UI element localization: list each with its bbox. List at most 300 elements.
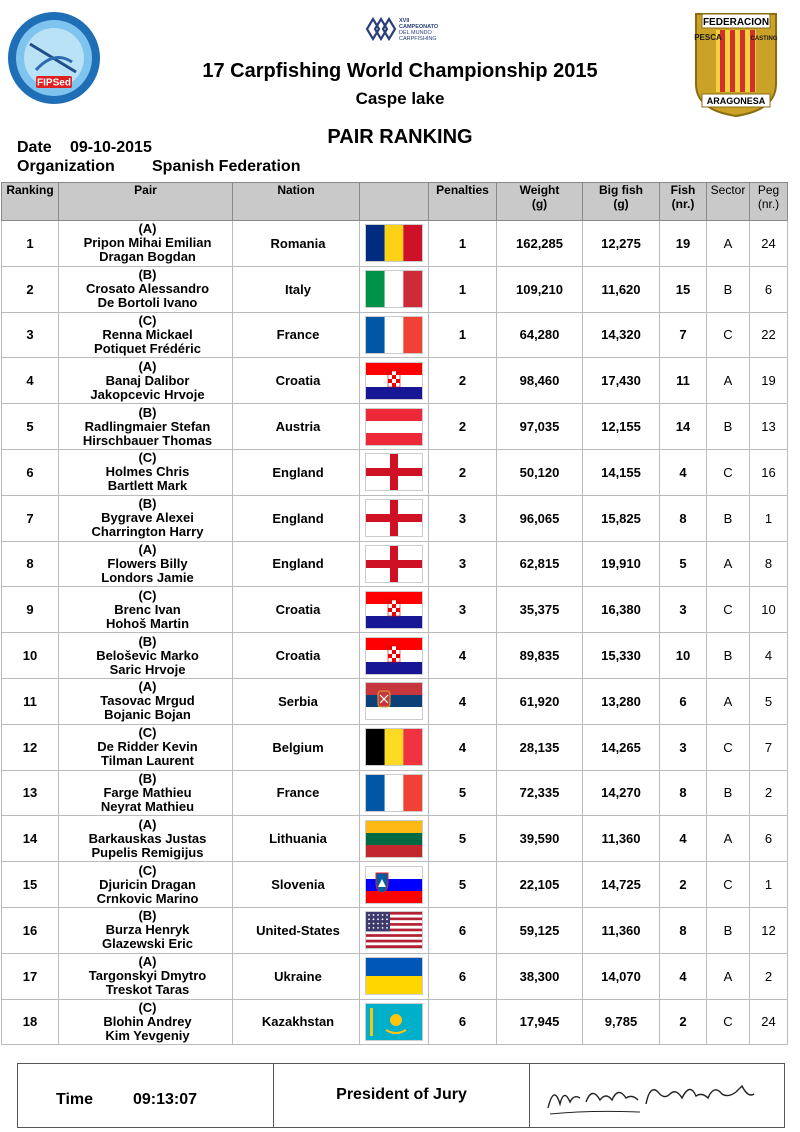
svg-text:PESCA: PESCA [694, 33, 722, 42]
sector-cell: C [707, 312, 750, 358]
header-fish: Fish (nr.) [660, 183, 707, 221]
flag-england-icon [365, 453, 423, 491]
svg-text:CARPFISHING: CARPFISHING [399, 36, 437, 42]
organization-value: Spanish Federation [152, 158, 301, 175]
flag-cell [360, 770, 429, 816]
pair-member-2: Bartlett Mark [107, 478, 188, 494]
flag-cell [360, 404, 429, 450]
flag-france-icon [365, 316, 423, 354]
nation-cell: Lithuania [233, 816, 360, 862]
weight-cell: 28,135 [497, 724, 583, 770]
pair-group: (C) [138, 725, 157, 741]
weight-cell: 35,375 [497, 587, 583, 633]
penalties-cell: 1 [429, 266, 497, 312]
sector-cell: C [707, 862, 750, 908]
flag-austria-icon [365, 408, 423, 446]
pair-member-1: Barkauskas Justas [88, 830, 207, 846]
nation-cell: United-States [233, 907, 360, 953]
flag-cell [360, 495, 429, 541]
sector-cell: B [707, 404, 750, 450]
penalties-cell: 1 [429, 221, 497, 267]
flag-ukraine-icon [365, 957, 423, 995]
fish-count-cell: 15 [660, 266, 707, 312]
header-weight: Weight (g) [497, 183, 583, 221]
flag-romania-icon [365, 224, 423, 262]
flag-cell [360, 358, 429, 404]
pair-member-1: Targonskyi Dmytro [88, 968, 207, 984]
header-peg: Peg (nr.) [750, 183, 788, 221]
table-row [2, 999, 788, 1045]
table-row [2, 495, 788, 541]
pair-group: (C) [138, 450, 157, 466]
pair-cell [59, 907, 233, 953]
peg-cell: 6 [750, 266, 788, 312]
penalties-cell: 1 [429, 312, 497, 358]
weight-cell: 109,210 [497, 266, 583, 312]
weight-cell: 162,285 [497, 221, 583, 267]
rank-cell: 5 [2, 404, 59, 450]
peg-cell: 5 [750, 678, 788, 724]
penalties-cell: 3 [429, 587, 497, 633]
pair-cell [59, 999, 233, 1045]
peg-cell: 12 [750, 907, 788, 953]
pair-member-2: Potiquet Frédéric [94, 340, 201, 356]
penalties-cell: 3 [429, 495, 497, 541]
nation-cell: France [233, 312, 360, 358]
pair-member-1: Tasovac Mrgud [100, 693, 195, 709]
nation-cell: Croatia [233, 633, 360, 679]
svg-text:DEL MUNDO: DEL MUNDO [399, 30, 432, 36]
pair-cell [59, 587, 233, 633]
pair-group: (B) [138, 908, 157, 924]
pair-group: (B) [138, 633, 157, 649]
flag-usa-icon [365, 911, 423, 949]
championship-logo [364, 14, 454, 44]
fish-count-cell: 14 [660, 404, 707, 450]
pair-group: (B) [138, 496, 157, 512]
pair-group: (C) [138, 862, 157, 878]
pair-member-1: De Ridder Kevin [97, 739, 198, 755]
pair-cell [59, 633, 233, 679]
penalties-cell: 5 [429, 862, 497, 908]
table-row [2, 404, 788, 450]
fish-count-cell: 19 [660, 221, 707, 267]
peg-cell: 24 [750, 221, 788, 267]
fish-count-cell: 8 [660, 770, 707, 816]
sector-cell: A [707, 953, 750, 999]
fish-count-cell: 10 [660, 633, 707, 679]
table-row [2, 266, 788, 312]
table-row [2, 724, 788, 770]
pair-group: (B) [138, 404, 157, 420]
big-fish-cell: 14,265 [583, 724, 660, 770]
pair-member-1: Pripon Mihai Emilian [83, 235, 212, 251]
penalties-cell: 6 [429, 953, 497, 999]
pair-ranking-table [1, 182, 788, 1045]
big-fish-cell: 14,155 [583, 449, 660, 495]
weight-cell: 59,125 [497, 907, 583, 953]
nation-cell: Austria [233, 404, 360, 450]
rank-cell: 10 [2, 633, 59, 679]
nation-cell: Croatia [233, 358, 360, 404]
rank-cell: 11 [2, 678, 59, 724]
flag-cell [360, 907, 429, 953]
pair-member-2: Dragan Bogdan [99, 249, 196, 265]
sector-cell: C [707, 587, 750, 633]
table-row [2, 587, 788, 633]
sector-cell: A [707, 678, 750, 724]
big-fish-cell: 17,430 [583, 358, 660, 404]
sector-cell: C [707, 999, 750, 1045]
flag-cell [360, 312, 429, 358]
section-title: PAIR RANKING [327, 126, 473, 148]
pair-cell [59, 770, 233, 816]
pair-member-2: Kim Yevgeniy [105, 1027, 190, 1043]
pair-group: (B) [138, 267, 157, 283]
table-row [2, 678, 788, 724]
penalties-cell: 2 [429, 449, 497, 495]
pair-group: (C) [138, 999, 157, 1015]
pair-cell [59, 266, 233, 312]
table-row [2, 221, 788, 267]
table-row [2, 816, 788, 862]
pair-cell [59, 221, 233, 267]
fish-count-cell: 7 [660, 312, 707, 358]
header-sector: Sector [707, 183, 750, 221]
fish-count-cell: 5 [660, 541, 707, 587]
penalties-cell: 4 [429, 724, 497, 770]
organization-label: Organization [17, 158, 115, 175]
flag-england-icon [365, 545, 423, 583]
jury-label: President of Jury [336, 1086, 467, 1103]
pair-cell [59, 404, 233, 450]
peg-cell: 2 [750, 770, 788, 816]
pair-member-2: Treskot Taras [105, 982, 190, 998]
fish-count-cell: 8 [660, 495, 707, 541]
big-fish-cell: 14,270 [583, 770, 660, 816]
weight-cell: 98,460 [497, 358, 583, 404]
big-fish-cell: 15,330 [583, 633, 660, 679]
time-label: Time [56, 1091, 94, 1108]
svg-text:ARAGONESA: ARAGONESA [706, 96, 766, 106]
penalties-cell: 5 [429, 816, 497, 862]
flag-belgium-icon [365, 728, 423, 766]
pair-cell [59, 541, 233, 587]
pair-cell [59, 816, 233, 862]
pair-cell [59, 678, 233, 724]
pair-member-2: Hohoš Martin [105, 615, 190, 631]
big-fish-cell: 12,275 [583, 221, 660, 267]
pair-member-1: Holmes Chris [105, 464, 190, 480]
pair-member-1: Renna Mickael [102, 326, 193, 342]
footer-signature-cell [530, 1064, 784, 1127]
penalties-cell: 5 [429, 770, 497, 816]
svg-text:CAMPEONATO: CAMPEONATO [399, 24, 439, 30]
big-fish-cell: 11,360 [583, 816, 660, 862]
fish-count-cell: 11 [660, 358, 707, 404]
table-row [2, 449, 788, 495]
weight-cell: 64,280 [497, 312, 583, 358]
sector-cell: B [707, 770, 750, 816]
header-penalties: Penalties [429, 183, 497, 221]
peg-cell: 6 [750, 816, 788, 862]
flag-cell [360, 999, 429, 1045]
sector-cell: A [707, 358, 750, 404]
rank-cell: 3 [2, 312, 59, 358]
table-row [2, 633, 788, 679]
sector-cell: A [707, 541, 750, 587]
fish-count-cell: 4 [660, 953, 707, 999]
nation-cell: England [233, 449, 360, 495]
big-fish-cell: 14,070 [583, 953, 660, 999]
flag-croatia-icon [365, 362, 423, 400]
big-fish-cell: 11,360 [583, 907, 660, 953]
table-row [2, 907, 788, 953]
weight-cell: 97,035 [497, 404, 583, 450]
date-value: 09-10-2015 [70, 139, 152, 156]
sector-cell: A [707, 221, 750, 267]
pair-member-2: Londors Jamie [101, 569, 194, 585]
pair-group: (A) [138, 541, 157, 557]
table-row [2, 541, 788, 587]
rank-cell: 15 [2, 862, 59, 908]
penalties-cell: 2 [429, 404, 497, 450]
page-title: 17 Carpfishing World Championship 2015 [202, 60, 598, 82]
pair-member-2: Glazewski Eric [101, 936, 194, 952]
peg-cell: 24 [750, 999, 788, 1045]
svg-text:CASTING: CASTING [750, 36, 778, 42]
rank-cell: 8 [2, 541, 59, 587]
pair-member-1: Farge Mathieu [103, 784, 192, 800]
sector-cell: B [707, 495, 750, 541]
weight-cell: 61,920 [497, 678, 583, 724]
peg-cell: 10 [750, 587, 788, 633]
pair-group: (C) [138, 587, 157, 603]
weight-cell: 39,590 [497, 816, 583, 862]
flag-croatia-icon [365, 591, 423, 629]
big-fish-cell: 13,280 [583, 678, 660, 724]
table-row [2, 770, 788, 816]
rank-cell: 14 [2, 816, 59, 862]
rank-cell: 12 [2, 724, 59, 770]
header-flag [360, 183, 429, 221]
pair-group: (A) [138, 954, 157, 970]
svg-text:FEDERACION: FEDERACION [702, 17, 770, 28]
pair-cell [59, 449, 233, 495]
rank-cell: 4 [2, 358, 59, 404]
peg-cell: 1 [750, 495, 788, 541]
flag-cell [360, 221, 429, 267]
pair-group: (A) [138, 221, 157, 237]
flag-cell [360, 587, 429, 633]
pair-member-1: Flowers Billy [107, 555, 188, 571]
pair-member-2: Tilman Laurent [101, 753, 194, 769]
pair-member-2: Pupelis Remigijus [91, 844, 204, 860]
weight-cell: 22,105 [497, 862, 583, 908]
big-fish-cell: 11,620 [583, 266, 660, 312]
peg-cell: 4 [750, 633, 788, 679]
big-fish-cell: 19,910 [583, 541, 660, 587]
nation-cell: England [233, 495, 360, 541]
sector-cell: C [707, 449, 750, 495]
pair-member-1: Banaj Dalibor [105, 372, 190, 388]
header-ranking: Ranking [2, 183, 59, 221]
table-row [2, 312, 788, 358]
footer-box [17, 1063, 785, 1128]
fish-count-cell: 4 [660, 449, 707, 495]
footer-time-cell [18, 1064, 274, 1127]
pair-member-1: Crosato Alessandro [85, 281, 210, 297]
pair-member-1: Bygrave Alexei [101, 510, 194, 526]
flag-italy-icon [365, 270, 423, 308]
penalties-cell: 6 [429, 907, 497, 953]
flag-france-icon [365, 774, 423, 812]
weight-cell: 50,120 [497, 449, 583, 495]
pair-member-2: De Bortoli Ivano [97, 295, 198, 311]
big-fish-cell: 16,380 [583, 587, 660, 633]
pair-member-2: Neyrat Mathieu [100, 798, 195, 814]
weight-cell: 62,815 [497, 541, 583, 587]
pair-group: (A) [138, 679, 157, 695]
pair-member-1: Burza Henryk [105, 922, 190, 938]
fish-count-cell: 6 [660, 678, 707, 724]
weight-cell: 72,335 [497, 770, 583, 816]
big-fish-cell: 14,725 [583, 862, 660, 908]
nation-cell: Serbia [233, 678, 360, 724]
pair-member-2: Bojanic Bojan [104, 707, 191, 723]
rank-cell: 17 [2, 953, 59, 999]
date-label: Date [17, 139, 52, 156]
pair-member-2: Jakopcevic Hrvoje [90, 386, 205, 402]
rank-cell: 2 [2, 266, 59, 312]
pair-member-1: Radlingmaier Stefan [84, 418, 211, 434]
nation-cell: France [233, 770, 360, 816]
sector-cell: B [707, 633, 750, 679]
rank-cell: 18 [2, 999, 59, 1045]
nation-cell: Kazakhstan [233, 999, 360, 1045]
peg-cell: 8 [750, 541, 788, 587]
pair-cell [59, 358, 233, 404]
nation-cell: Belgium [233, 724, 360, 770]
pair-cell [59, 953, 233, 999]
penalties-cell: 6 [429, 999, 497, 1045]
page-subtitle: Caspe lake [355, 89, 445, 108]
sector-cell: C [707, 724, 750, 770]
pair-group: (A) [138, 358, 157, 374]
penalties-cell: 4 [429, 678, 497, 724]
table-row [2, 862, 788, 908]
flag-cell [360, 541, 429, 587]
fish-count-cell: 2 [660, 862, 707, 908]
flag-kazakhstan-icon [365, 1003, 423, 1041]
nation-cell: Italy [233, 266, 360, 312]
flag-lithuania-icon [365, 820, 423, 858]
pair-member-2: Hirschbauer Thomas [82, 432, 213, 448]
pair-member-1: Beloševic Marko [96, 647, 199, 663]
pair-cell [59, 862, 233, 908]
flag-cell [360, 862, 429, 908]
big-fish-cell: 12,155 [583, 404, 660, 450]
pair-group: (B) [138, 770, 157, 786]
peg-cell: 1 [750, 862, 788, 908]
header-nation: Nation [233, 183, 360, 221]
flag-croatia-icon [365, 637, 423, 675]
fish-count-cell: 2 [660, 999, 707, 1045]
flag-cell [360, 266, 429, 312]
nation-cell: England [233, 541, 360, 587]
weight-cell: 89,835 [497, 633, 583, 679]
flag-slovenia-icon [365, 866, 423, 904]
pair-member-1: Brenc Ivan [114, 601, 181, 617]
peg-cell: 7 [750, 724, 788, 770]
weight-cell: 17,945 [497, 999, 583, 1045]
fish-count-cell: 3 [660, 724, 707, 770]
rank-cell: 7 [2, 495, 59, 541]
sector-cell: B [707, 907, 750, 953]
big-fish-cell: 14,320 [583, 312, 660, 358]
rank-cell: 13 [2, 770, 59, 816]
pair-group: (C) [138, 312, 157, 328]
big-fish-cell: 9,785 [583, 999, 660, 1045]
pair-cell [59, 495, 233, 541]
time-value: 09:13:07 [133, 1091, 198, 1108]
pair-member-1: Djuricin Dragan [99, 876, 196, 892]
penalties-cell: 4 [429, 633, 497, 679]
rank-cell: 16 [2, 907, 59, 953]
rank-cell: 1 [2, 221, 59, 267]
signature-image [530, 1064, 784, 1127]
peg-cell: 16 [750, 449, 788, 495]
weight-cell: 96,065 [497, 495, 583, 541]
flag-cell [360, 449, 429, 495]
pair-member-2: Crnkovic Marino [96, 890, 199, 906]
pair-cell [59, 724, 233, 770]
svg-text:FIPSed: FIPSed [37, 77, 71, 89]
table-row [2, 953, 788, 999]
pair-member-1: Blohin Andrey [103, 1013, 192, 1029]
flag-cell [360, 633, 429, 679]
pair-group: (A) [138, 816, 157, 832]
flag-england-icon [365, 499, 423, 537]
flag-cell [360, 678, 429, 724]
fish-count-cell: 3 [660, 587, 707, 633]
flag-serbia-icon [365, 682, 423, 720]
nation-cell: Croatia [233, 587, 360, 633]
table-row [2, 358, 788, 404]
header-big-fish: Big fish (g) [583, 183, 660, 221]
rank-cell: 6 [2, 449, 59, 495]
flag-cell [360, 724, 429, 770]
penalties-cell: 3 [429, 541, 497, 587]
pair-cell [59, 312, 233, 358]
fish-count-cell: 4 [660, 816, 707, 862]
big-fish-cell: 15,825 [583, 495, 660, 541]
peg-cell: 19 [750, 358, 788, 404]
footer-jury-cell [274, 1064, 530, 1127]
sector-cell: B [707, 266, 750, 312]
weight-cell: 38,300 [497, 953, 583, 999]
peg-cell: 2 [750, 953, 788, 999]
flag-cell [360, 816, 429, 862]
peg-cell: 22 [750, 312, 788, 358]
flag-cell [360, 953, 429, 999]
sector-cell: A [707, 816, 750, 862]
svg-text:XVII: XVII [399, 18, 410, 24]
nation-cell: Slovenia [233, 862, 360, 908]
nation-cell: Ukraine [233, 953, 360, 999]
pair-member-2: Charrington Harry [91, 524, 204, 540]
nation-cell: Romania [233, 221, 360, 267]
